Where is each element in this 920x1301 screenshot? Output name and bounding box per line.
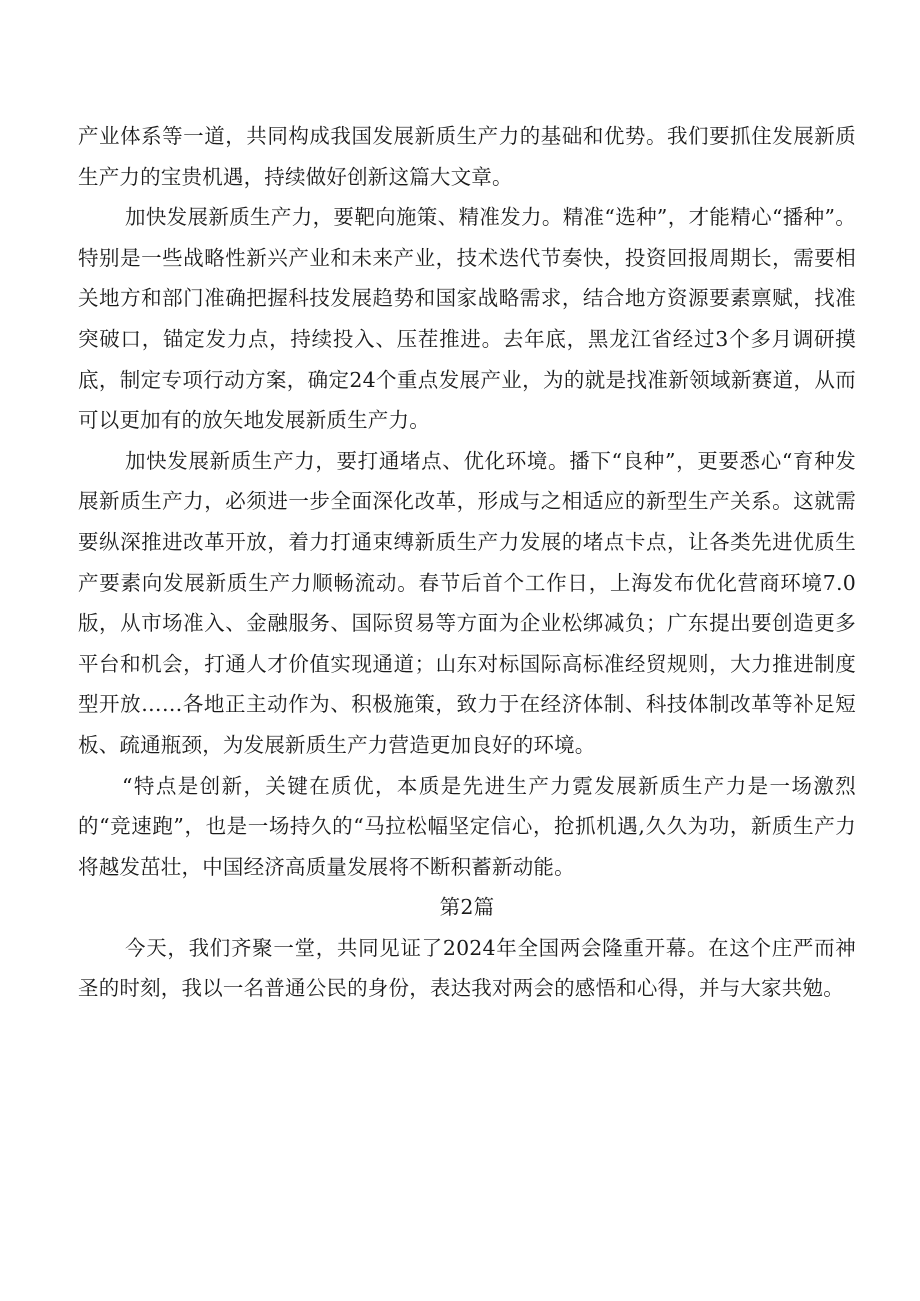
section-paragraph-1: 今天，我们齐聚一堂，共同见证了2024年全国两会隆重开幕。在这个庄严而神圣的时刻，我以一名普通公民的身份，表达我对两会的感悟和心得，并与大家共勉。 <box>78 935 856 1001</box>
document-page <box>78 116 856 1009</box>
paragraph-1: 产业体系等一道，共同构成我国发展新质生产力的基础和优势。我们要抓住发展新质生产力的宝贵机遇，持续做好创新这篇大文章。 <box>78 124 856 189</box>
paragraph-3: 加快发展新质生产力，要打通堵点、优化环境。播下“良种”，更要悉心“育种发展新质生产力，必须进一步全面深化改革，形成与之相适应的新型生产关系。这就需要纵深推进改革开放，着力打通束缚新质生产力发展的堵点卡点，让各类先进优质生产要素向发展新质生产力顺畅流动。春节后首个工作日，上海发布优化营商环境7.0版，从市场准入、金融服务、国际贸易等方面为企业松绑减负；广东提出要创造更多平台和机会，打通人才价值实现通道；山东对标国际高标准经贸规则，大力推进制度型开放……各地正主动作为、积极施策，致力于在经济体制、科技体制改革等补足短板、疏通瓶颈，为发展新质生产力营造更加良好的环境。 <box>78 448 856 757</box>
section-title: 第2篇 <box>439 895 495 920</box>
paragraph-2: 加快发展新质生产力，要靶向施策、精准发力。精准“选种”，才能精心“播种”。特别是一些战略性新兴产业和未来产业，技术迭代节奏快，投资回报周期长，需要相关地方和部门准确把握科技发展趋势和国家战略需求，结合地方资源要素禀赋，找准突破口，锚定发力点，持续投入、压茬推进。去年底，黑龙江省经过3个多月调研摸底，制定专项行动方案，确定24个重点发展产业，为的就是找准新领域新赛道，从而可以更加有的放矢地发展新质生产力。 <box>78 205 856 433</box>
paragraph-4: “特点是创新，关键在质优，本质是先进生产力霓发展新质生产力是一场激烈的“竞速跑”，也是一场持久的“马拉松幅坚定信心，抢抓机遇,久久为功，新质生产力将越发茁壮，中国经济高质量发展将不断积蓄新动能。 <box>78 773 856 879</box>
